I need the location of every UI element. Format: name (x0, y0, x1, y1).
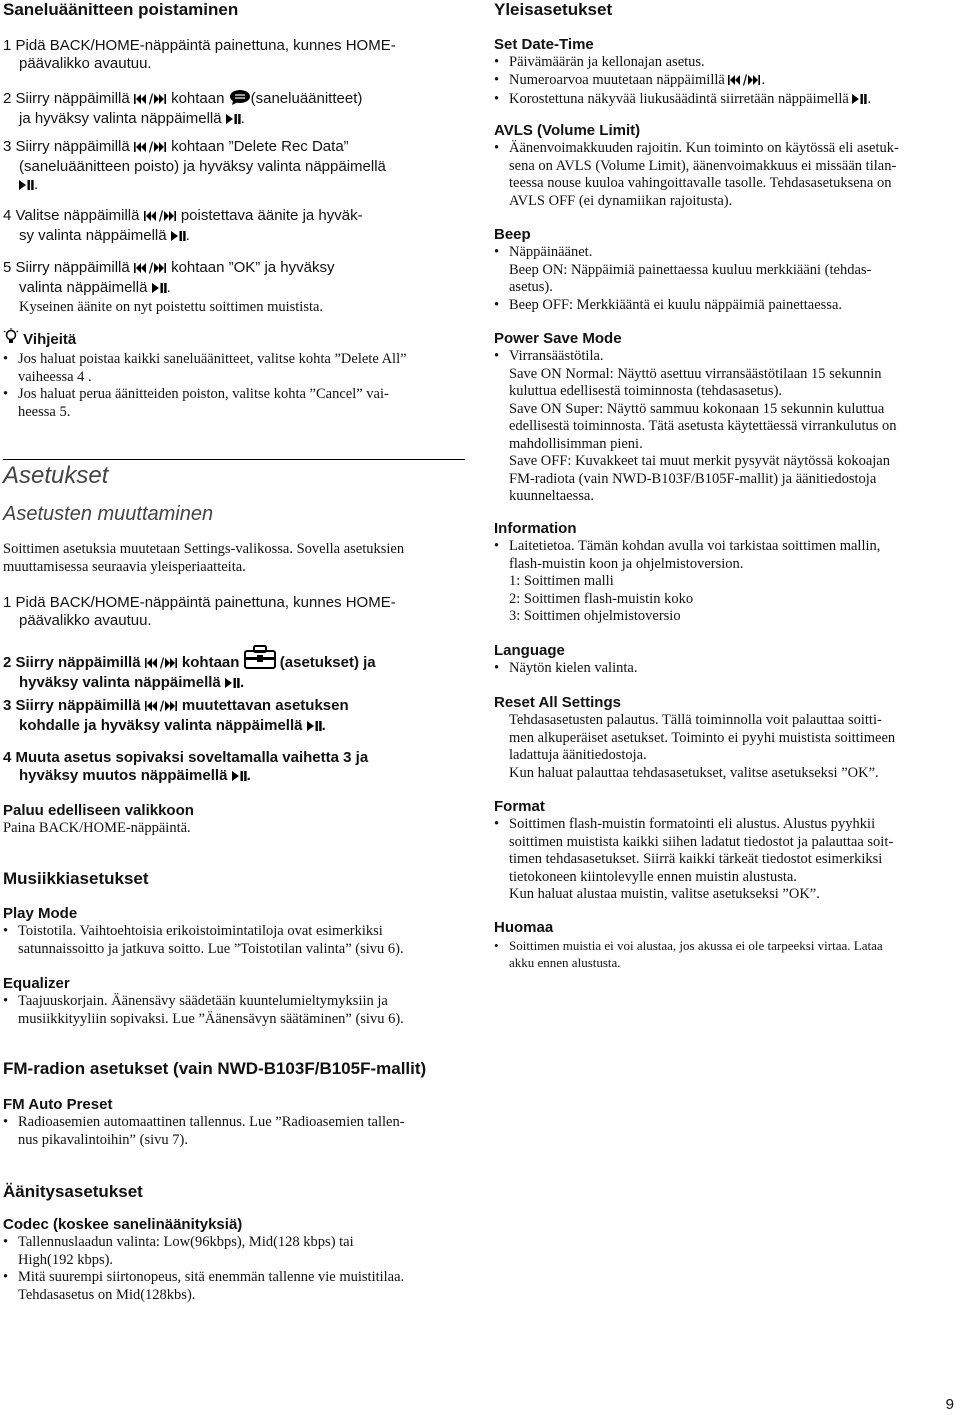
settings-step-3: 3 Siirry näppäimillä muutettavan asetuksen kohdalle ja hyväksy valinta näppäimellä . (3, 697, 465, 737)
play-pause-icon (232, 769, 247, 787)
codec-section: Codec (koskee sanelinäänityksiä) • Tallennuslaadun valinta: Low(96kbps), Mid(128 kbps) tai High(192 kbps). • Mitä suurempi siirtonopeus, sitä enemmän tallenne vie muistitilaa. Tehdasasetus on Mid(128kbs). (3, 1216, 405, 1303)
language-section: Language • Näytön kielen valinta. (494, 642, 638, 676)
play-pause-icon (226, 112, 241, 130)
tips-bulb-icon (3, 328, 19, 351)
delete-step-5: 5 Siirry näppäimillä kohtaan ”OK” ja hyväksy valinta näppäimellä . Kyseinen äänite on nyt poistettu soittimen muistista. (3, 259, 335, 315)
prev-next-icon (145, 656, 178, 674)
delete-step-1: 1 Pidä BACK/HOME-näppäintä painettuna, kunnes HOME- päävalikko avautuu. (3, 37, 396, 72)
section-title-general: Yleisasetukset (494, 0, 613, 19)
playmode-section: Play Mode • Toistotila. Vaihtoehtoisia erikoistoimintatiloja ovat esimerkiksi satunnaissoitto ja jatkuva soitto. Lue ”Toistotilan valinta” (sivu 6). (3, 905, 404, 957)
power-save-section: Power Save Mode • Virransäästötila. Save ON Normal: Näyttö asettuu virransäästötilaan 15 sekunnin kuluttua edellisestä toiminnosta (tehdasasetus). Save ON Super: Näyttö sammuu kokonaan 15 sekunnin kuluttua edellisestä toiminnosta. Tätä asetusta käytettäessä virrankulutus on mahdollisimman pieni. Save OFF: Kuvakkeet tai muut merkit pysyvät näytössä kokoajan FM-radiota (vain NWD-B103F/B105F-mallit) ja äänitiedostoja kuunneltaessa. (494, 330, 897, 504)
section-divider (3, 459, 465, 460)
settings-step-1: 1 Pidä BACK/HOME-näppäintä painettuna, kunnes HOME- päävalikko avautuu. (3, 594, 396, 629)
beep-section: Beep • Näppäinäänet. Beep ON: Näppäimiä painettaessa kuuluu merkkiääni (tehdas- asetus). • Beep OFF: Merkkiääntä ei kuulu näppäimiä painettaessa. (494, 226, 872, 313)
play-pause-icon (225, 676, 240, 694)
prev-next-icon (134, 140, 167, 158)
prev-next-icon (144, 209, 177, 227)
settings-step-4: 4 Muuta asetus sopivaksi soveltamalla vaihetta 3 ja hyväksy muutos näppäimellä . (3, 749, 465, 787)
tip-item: • Jos haluat perua äänitteiden poiston, valitse kohta ”Cancel” vai- heessa 5. (3, 386, 389, 420)
delete-step-4: 4 Valitse näppäimillä poistettava äänite ja hyväk- sy valinta näppäimellä . (3, 207, 465, 247)
intro-paragraph: Soittimen asetuksia muutetaan Settings-valikossa. Sovella asetuksien muuttamisessa seuraavia yleisperiaatteita. (3, 541, 405, 575)
prev-next-icon (728, 74, 761, 92)
page-subtitle: Asetusten muuttaminen (3, 503, 214, 525)
prev-next-icon (145, 699, 178, 717)
date-time-section: Set Date-Time • Päivämäärän ja kellonajan asetus. • Numeroarvoa muutetaan näppäimillä . • Korostettuna näkyvää liukusäädintä siirretään näppäimellä . (494, 36, 956, 111)
page-title: Asetukset (3, 462, 109, 489)
information-section: Information • Laitetietoa. Tämän kohdan avulla voi tarkistaa soittimen mallin, flash-muistin koon ja ohjelmistoversion. 1: Soittimen malli 2: Soittimen flash-muistin koko 3: Soittimen ohjelmistoversio (494, 520, 881, 624)
tips-block: Vihjeitä • Jos haluat poistaa kaikki saneluäänitteet, valitse kohta ”Delete All” vaiheessa 4 . • Jos haluat perua äänitteiden poiston, valitse kohta ”Cancel” vai- heessa 5. (3, 328, 465, 421)
back-section: Paluu edelliseen valikkoon Paina BACK/HOME-näppäintä. (3, 802, 194, 836)
reset-section: Reset All Settings Tehdasasetusten palautus. Tällä toiminnolla voit palauttaa soitti- men alkuperäiset asetukset. Toiminto ei pyyhi muistista soittimeen ladattuja äänitiedostoja. Kun haluat palauttaa tehdasasetukset, valitse asetukseksi ”OK”. (494, 694, 896, 781)
delete-step-3: 3 Siirry näppäimillä kohtaan ”Delete Rec Data” (saneluäänitteen poisto) ja hyväksy valinta näppäimellä . (3, 138, 465, 196)
section-title-music: Musiikkiasetukset (3, 869, 149, 888)
section-title-delete-voice: Saneluäänitteen poistaminen (3, 0, 239, 19)
prev-next-icon (134, 261, 167, 279)
tip-item: • Jos haluat poistaa kaikki saneluäänitteet, valitse kohta ”Delete All” vaiheessa 4 . (3, 351, 407, 385)
settings-toolbox-icon (244, 645, 276, 674)
play-pause-icon (307, 719, 322, 737)
note-section: Huomaa • Soittimen muistia ei voi alustaa, jos akussa ei ole tarpeeksi virtaa. Lataa akku ennen alustusta. (494, 919, 883, 970)
play-pause-icon (852, 93, 867, 111)
avls-section: AVLS (Volume Limit) • Äänenvoimakkuuden rajoitin. Kun toiminto on käytössä eli asetuk- sena on AVLS (Volume Limit), äänenvoimakkuus ei missään tilan- teessa nouse kuuloa vahingoittavalle tasolle. Tehdasasetuksena on AVLS OFF (ei dynamiikan rajoitusta). (494, 122, 899, 209)
voice-recording-icon (229, 89, 251, 110)
delete-step-2: 2 Siirry näppäimillä kohtaan (saneluäänitteet) ja hyväksy valinta näppäimellä . (3, 89, 465, 130)
section-title-recording: Äänitysasetukset (3, 1182, 143, 1201)
settings-step-2: 2 Siirry näppäimillä kohtaan (asetukset) ja hyväksy valinta näppäimellä . (3, 645, 465, 694)
section-title-fm: FM-radion asetukset (vain NWD-B103F/B105F-mallit) (3, 1059, 427, 1078)
format-section: Format • Soittimen flash-muistin formatointi eli alustus. Alustus pyyhkii soittimen muistista kaikki siihen ladatut tiedostot ja palauttaa soit- timen tehdasasetukset. Siirrä kaikki tärkeät tiedostot esimerkiksi tietokoneen kiintolevylle ennen muistin alustusta. Kun haluat alustaa muistin, valitse asetukseksi ”OK”. (494, 798, 894, 902)
fm-auto-preset-section: FM Auto Preset • Radioasemien automaattinen tallennus. Lue ”Radioasemien tallen- nus pikavalintoihin” (sivu 7). (3, 1096, 405, 1148)
prev-next-icon (134, 92, 167, 110)
play-pause-icon (152, 281, 167, 299)
play-pause-icon (171, 229, 186, 247)
equalizer-section: Equalizer • Taajuuskorjain. Äänensävy säädetään kuuntelumieltymyksiin ja musiikkityyliin sopivaksi. Lue ”Äänensävyn säätäminen” (sivu 6). (3, 975, 404, 1027)
play-pause-icon (19, 178, 34, 196)
page-number: 9 (945, 1396, 954, 1413)
